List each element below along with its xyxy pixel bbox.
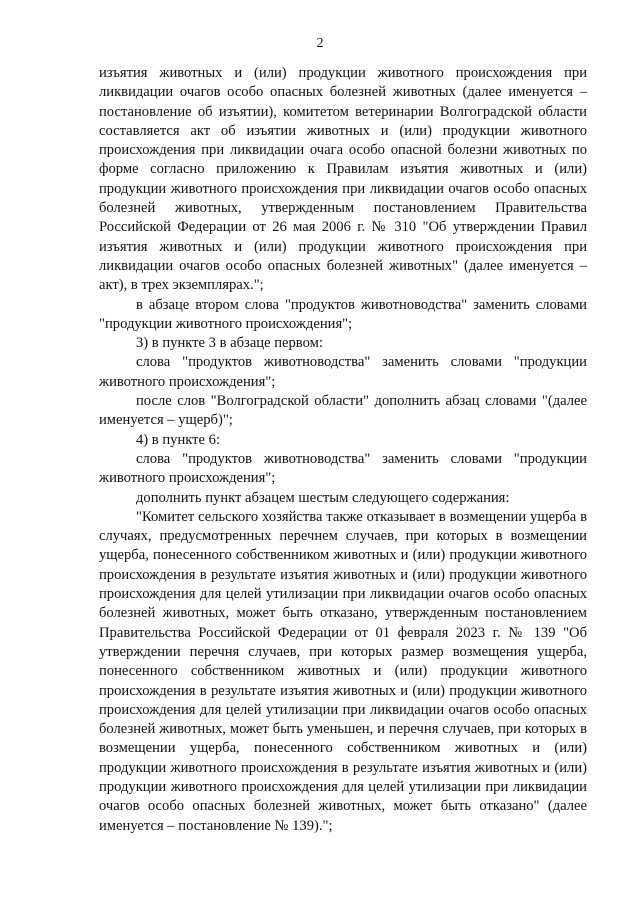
paragraph-continuation: изъятия животных и (или) продукции животного происхождения при ликвидации очагов особо опасных болезней животных (далее именуется – постановление об изъятии), комитетом ветеринарии Волгоградской области составляется акт об изъятии животных и (или) продукции животного происхождения при ликвидации очага особо опасной болезни животных по форме согласно приложению к Правилам изъятия животных и (или) продукции животного происхождения при ликвидации очагов особо опасных болезней животных, утвержденным постановлением Правительства Российской Федерации от 26 мая 2006 г. № 310 "Об утверждении Правил изъятия животных и (или) продукции животного происхождения при ликвидации очагов особо опасных болезней животных" (далее именуется – акт), в трех экземплярах.";	[99, 65, 587, 294]
paragraph-item-6-words: слова "продуктов животноводства" заменить словами "продукции животного происхождения";	[99, 450, 587, 487]
paragraph-item-6-addition: дополнить пункт абзацем шестым следующего содержания:	[136, 489, 510, 506]
page-number: 2	[316, 36, 324, 51]
paragraph-item-3: 3) в пункте 3 в абзаце первом:	[136, 335, 323, 352]
paragraph-item-3-words: слова "продуктов животноводства" заменить словами "продукции животного происхождения";	[99, 354, 587, 390]
paragraph-item-6: 4) в пункте 6:	[136, 431, 221, 448]
paragraph-amendment-abzac-2: в абзаце втором слова "продуктов животноводства" заменить словами "продукции животного происхождения";	[99, 296, 587, 332]
document-body	[99, 64, 587, 836]
paragraph-item-3-addition: после слов "Волгоградской области" дополнить абзац словами "(далее именуется – ущерб)";	[99, 393, 587, 429]
paragraph-new-abzac-text: "Комитет сельского хозяйства также отказывает в возмещении ущерба в случаях, предусмотренных перечнем случаев, при которых в возмещении ущерба, понесенного собственником животных и (или) продукции животного происхождения в результате изъятия животных и (или) продукции животного происхождения для целей утилизации при ликвидации очагов особо опасных болезней животных, может быть отказано, утвержденным постановлением Правительства Российской Федерации от 01 февраля 2023 г. № 139 "Об утверждении перечня случаев, при которых размер возмещения ущерба, понесенного собственником животных и (или) продукции животного происхождения в результате изъятия животных и (или) продукции животного происхождения для целей утилизации при ликвидации очагов особо опасных болезней животных, может быть уменьшен, и перечня случаев, при которых в возмещении ущерба, понесенного собственником животных и (или) продукции животного происхождения в результате изъятия животных и (или) продукции животного происхождения для целей утилизации при ликвидации очагов особо опасных болезней животных, может быть отказано" (далее именуется – постановление № 139).";	[99, 508, 587, 834]
